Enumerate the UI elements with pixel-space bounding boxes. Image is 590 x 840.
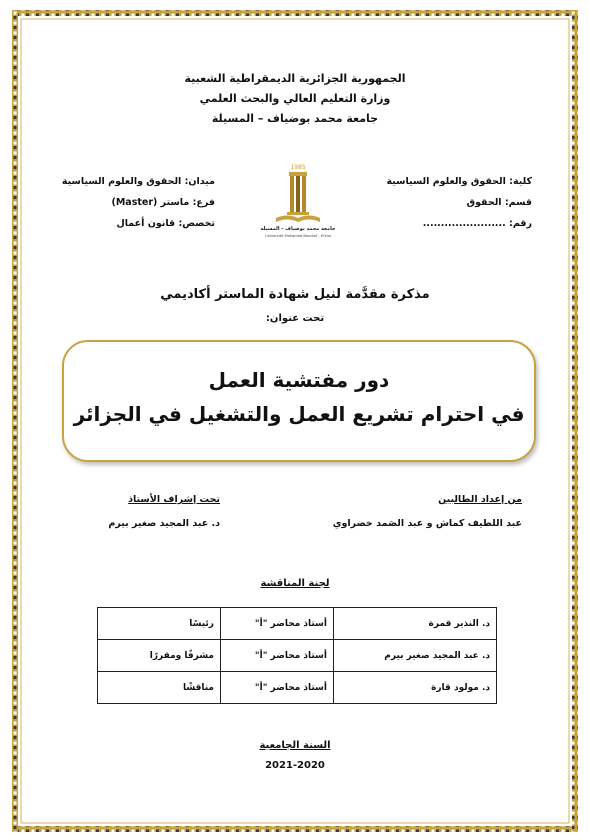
logo-year: 1985 — [290, 164, 306, 171]
table-row — [98, 608, 497, 640]
specialty-label: تخصص: قانون أعمال — [116, 218, 215, 229]
logo-arabic: جامعة محمد بوضياف - المسيلة — [260, 226, 336, 232]
university-logo-icon — [258, 160, 338, 240]
thesis-title-line2: في احترام تشريع العمل والتشغيل في الجزائر — [73, 402, 525, 426]
academic-year-label: السنة الجامعية — [259, 740, 331, 751]
under-title-label: تحت عنوان: — [265, 313, 325, 324]
member-rank: أستاذ محاضر "أ" — [221, 640, 334, 672]
member-role: رئيسًا — [98, 608, 221, 640]
faculty-label: كلية: الحقوق والعلوم السياسية — [386, 176, 532, 187]
member-rank: أستاذ محاضر "أ" — [221, 672, 334, 704]
logo-latin: Université Mohamed Boudiaf - M'sila — [265, 234, 331, 238]
member-rank: أستاذ محاضر "أ" — [221, 608, 334, 640]
ministry-line: وزارة التعليم العالي والبحث العلمي — [199, 92, 391, 105]
member-name: د. مولود قارة — [334, 672, 497, 704]
university-logo — [258, 160, 338, 240]
students-label: من إعداد الطالبين — [438, 494, 522, 505]
member-role: مناقشًا — [98, 672, 221, 704]
title-box — [62, 340, 536, 462]
students-names: عبد اللطيف كماش و عبد الصَمد خضراوي — [332, 518, 522, 529]
supervisor-label: تحت إشراف الأستاذ — [128, 494, 220, 505]
supervisor-name: د. عبد المجيد صغير بيرم — [108, 518, 220, 529]
branch-label: فرع: ماستر (Master) — [111, 197, 215, 208]
memo-line: مذكرة مقدَّمة لنيل شهادة الماستر أكاديمي — [160, 287, 430, 302]
department-label: قسم: الحقوق — [466, 197, 532, 208]
republic-line: الجمهورية الجزائرية الديمقراطية الشعبية — [184, 72, 406, 85]
member-role: مشرفًا ومقررًا — [98, 640, 221, 672]
table-row — [98, 640, 497, 672]
committee-table — [97, 607, 497, 704]
table-row — [98, 672, 497, 704]
field-label: ميدان: الحقوق والعلوم السياسية — [61, 176, 215, 187]
committee-label: لجنة المناقشة — [260, 578, 330, 589]
university-line: جامعة محمد بوضياف – المسيلة — [211, 112, 379, 125]
academic-year-value: 2021-2020 — [265, 760, 325, 771]
thesis-title-line1: دور مفتشية العمل — [208, 368, 390, 392]
number-label: رقم: ....................... — [422, 218, 532, 229]
member-name: د. النذير قمرة — [334, 608, 497, 640]
member-name: د. عبد المجيد صغير بيرم — [334, 640, 497, 672]
